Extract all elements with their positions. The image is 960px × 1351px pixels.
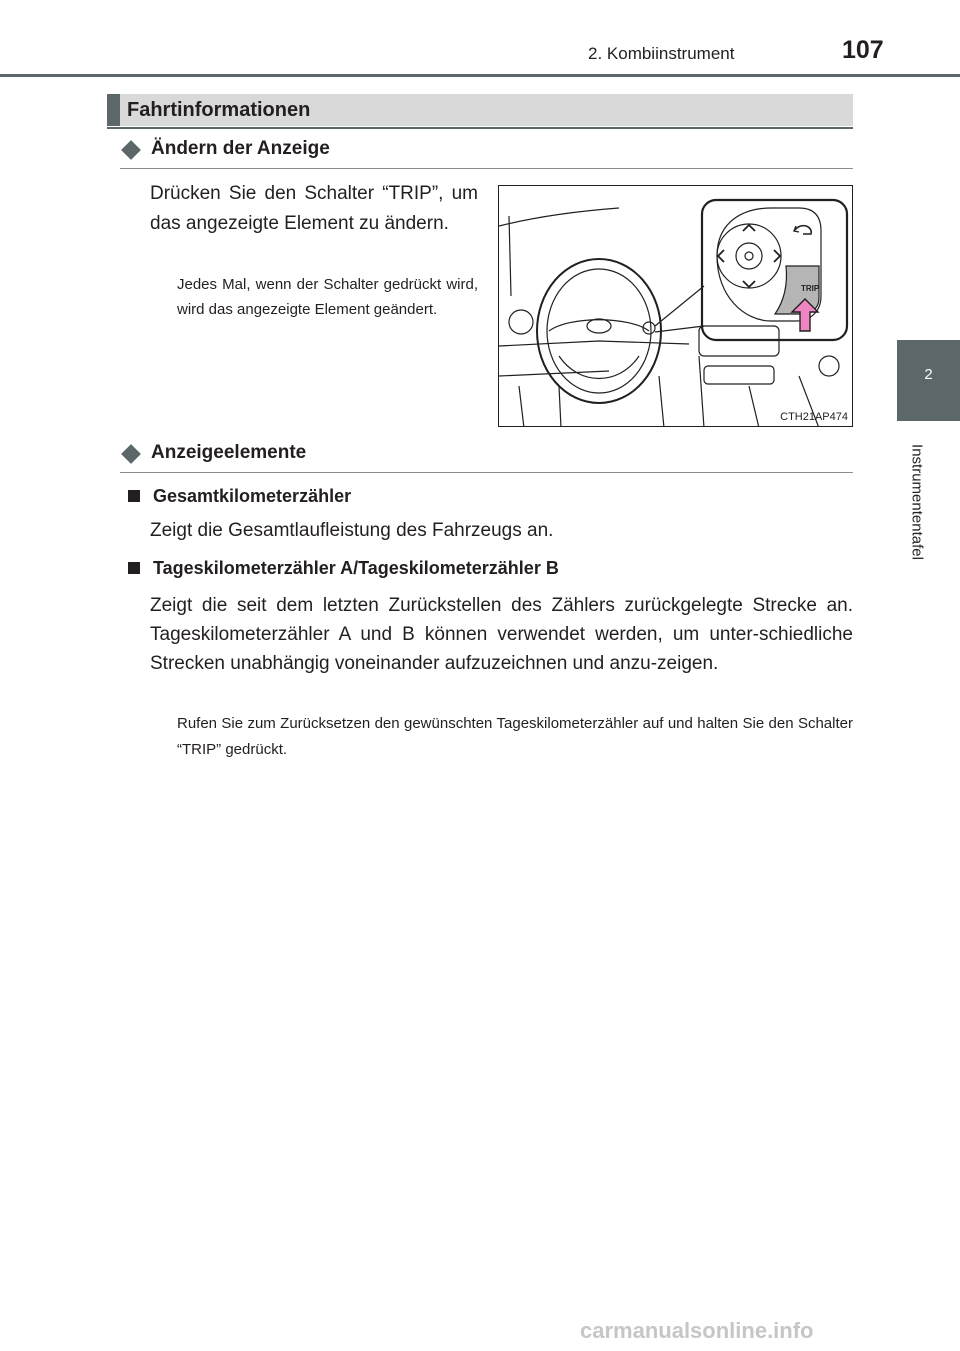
figure-code: CTH21AP474 <box>780 411 848 423</box>
item-text-trip-meter: Zeigt die seit dem letzten Zurückstellen des Zählers zurückgelegte Strecke an. Tageskilometerzähler A und B können verwendet werden, um unter-schiedliche Strecken unabhängig voneinander aufzuzeichnen und anzu-zeigen. <box>150 595 853 674</box>
steering-wheel-drawing <box>499 186 853 427</box>
item-note-trip-meter: Rufen Sie zum Zurücksetzen den gewünschten Tageskilometerzähler auf und halten Sie den Schalter “TRIP” gedrückt. <box>177 715 853 758</box>
square-bullet-icon <box>128 490 140 502</box>
chapter-tab-label-text: Instrumententafel <box>908 444 926 560</box>
square-bullet-icon <box>128 562 140 574</box>
section-title: Fahrtinformationen <box>127 99 311 121</box>
subheading-change-display <box>120 137 853 169</box>
chapter-tab-number: 2 <box>924 366 933 383</box>
chapter-tab <box>897 340 960 421</box>
instruction-text: Drücken Sie den Schalter “TRIP”, um das angezeigte Element zu ändern. <box>150 183 478 234</box>
steering-switch-illustration <box>498 185 853 427</box>
page-number: 107 <box>842 36 884 64</box>
instruction-note: Jedes Mal, wenn der Schalter gedrückt wird, wird das angezeigte Element geändert. <box>177 276 478 318</box>
watermark: carmanualsonline.info <box>580 1318 814 1343</box>
item-title-text: Gesamtkilometerzähler <box>153 486 352 506</box>
subheading-text: Anzeigeelemente <box>151 442 307 463</box>
subheading-text: Ändern der Anzeige <box>151 138 330 159</box>
diamond-icon <box>121 444 141 464</box>
header-rule <box>0 74 960 77</box>
item-title-text: Tageskilometerzähler A/Tageskilometerzähler B <box>153 558 559 578</box>
item-text-odometer: Zeigt die Gesamtlaufleistung des Fahrzeugs an. <box>150 520 554 541</box>
chapter-tab-label <box>907 432 927 572</box>
chapter-title: 2. Kombiinstrument <box>588 44 735 63</box>
subheading-display-items <box>120 441 853 473</box>
section-header <box>107 94 853 126</box>
trip-switch-label: TRIP <box>801 284 820 293</box>
diamond-icon <box>121 140 141 160</box>
